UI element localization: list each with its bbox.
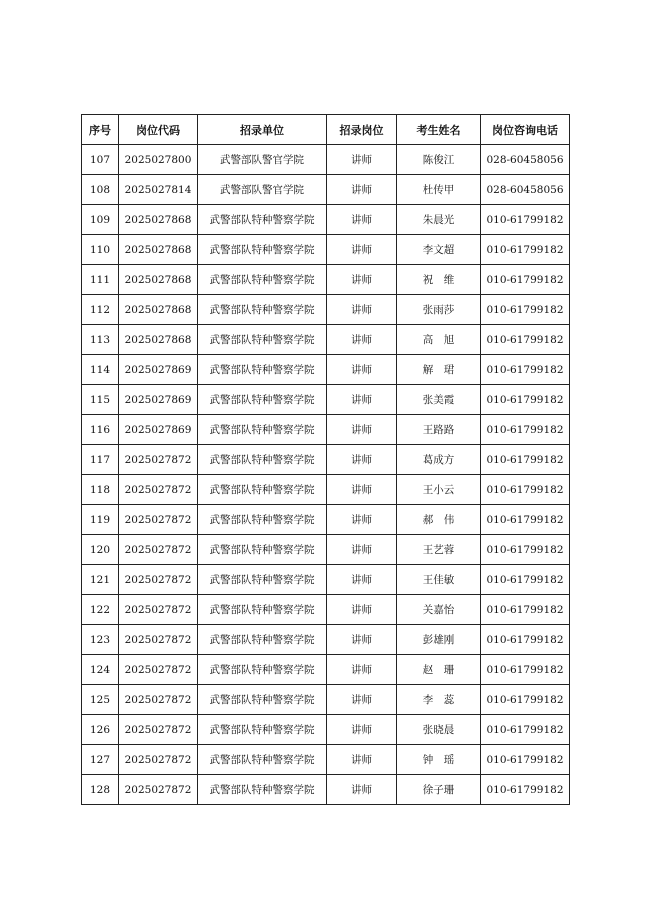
serial-number-cell: 122 bbox=[82, 595, 119, 625]
consult-phone-cell: 010-61799182 bbox=[481, 595, 570, 625]
candidate-name-cell: 彭雄刚 bbox=[397, 625, 481, 655]
table-body bbox=[82, 145, 570, 805]
serial-number-cell: 111 bbox=[82, 265, 119, 295]
consult-phone-cell: 010-61799182 bbox=[481, 475, 570, 505]
recruiting-unit-cell: 武警部队警官学院 bbox=[198, 175, 327, 205]
recruiting-position-cell: 讲师 bbox=[327, 745, 397, 775]
serial-number-cell: 109 bbox=[82, 205, 119, 235]
recruiting-unit-cell: 武警部队特种警察学院 bbox=[198, 505, 327, 535]
position-code-cell: 2025027872 bbox=[119, 535, 198, 565]
header-candidate-name: 考生姓名 bbox=[397, 115, 481, 145]
position-code-cell: 2025027872 bbox=[119, 595, 198, 625]
position-code-cell: 2025027868 bbox=[119, 235, 198, 265]
table-row bbox=[82, 565, 570, 595]
consult-phone-cell: 028-60458056 bbox=[481, 145, 570, 175]
recruiting-unit-cell: 武警部队特种警察学院 bbox=[198, 295, 327, 325]
consult-phone-cell: 010-61799182 bbox=[481, 235, 570, 265]
candidate-name-cell: 王艺蓉 bbox=[397, 535, 481, 565]
candidate-name-cell: 高 旭 bbox=[397, 325, 481, 355]
recruiting-position-cell: 讲师 bbox=[327, 685, 397, 715]
consult-phone-cell: 010-61799182 bbox=[481, 205, 570, 235]
serial-number-cell: 120 bbox=[82, 535, 119, 565]
position-code-cell: 2025027872 bbox=[119, 655, 198, 685]
consult-phone-cell: 010-61799182 bbox=[481, 775, 570, 805]
table-row bbox=[82, 685, 570, 715]
candidate-name-cell: 张雨莎 bbox=[397, 295, 481, 325]
consult-phone-cell: 010-61799182 bbox=[481, 385, 570, 415]
header-position-code: 岗位代码 bbox=[119, 115, 198, 145]
consult-phone-cell: 010-61799182 bbox=[481, 295, 570, 325]
candidate-name-cell: 李 蕊 bbox=[397, 685, 481, 715]
recruiting-position-cell: 讲师 bbox=[327, 235, 397, 265]
candidate-table bbox=[81, 114, 570, 805]
recruiting-unit-cell: 武警部队特种警察学院 bbox=[198, 475, 327, 505]
recruiting-unit-cell: 武警部队特种警察学院 bbox=[198, 415, 327, 445]
candidate-name-cell: 张美霞 bbox=[397, 385, 481, 415]
candidate-name-cell: 陈俊江 bbox=[397, 145, 481, 175]
table-row bbox=[82, 355, 570, 385]
serial-number-cell: 112 bbox=[82, 295, 119, 325]
recruiting-unit-cell: 武警部队特种警察学院 bbox=[198, 775, 327, 805]
serial-number-cell: 114 bbox=[82, 355, 119, 385]
consult-phone-cell: 010-61799182 bbox=[481, 685, 570, 715]
candidate-name-cell: 关嘉怡 bbox=[397, 595, 481, 625]
table-row bbox=[82, 475, 570, 505]
recruiting-unit-cell: 武警部队特种警察学院 bbox=[198, 265, 327, 295]
recruiting-unit-cell: 武警部队特种警察学院 bbox=[198, 385, 327, 415]
table-row bbox=[82, 385, 570, 415]
table-row bbox=[82, 235, 570, 265]
recruiting-position-cell: 讲师 bbox=[327, 355, 397, 385]
table-row bbox=[82, 745, 570, 775]
position-code-cell: 2025027800 bbox=[119, 145, 198, 175]
serial-number-cell: 108 bbox=[82, 175, 119, 205]
serial-number-cell: 115 bbox=[82, 385, 119, 415]
recruiting-unit-cell: 武警部队特种警察学院 bbox=[198, 355, 327, 385]
candidate-name-cell: 王佳敏 bbox=[397, 565, 481, 595]
consult-phone-cell: 010-61799182 bbox=[481, 355, 570, 385]
header-row bbox=[82, 115, 570, 145]
candidate-name-cell: 徐子珊 bbox=[397, 775, 481, 805]
serial-number-cell: 107 bbox=[82, 145, 119, 175]
recruiting-unit-cell: 武警部队特种警察学院 bbox=[198, 715, 327, 745]
table-row bbox=[82, 535, 570, 565]
serial-number-cell: 128 bbox=[82, 775, 119, 805]
candidate-name-cell: 钟 瑶 bbox=[397, 745, 481, 775]
consult-phone-cell: 010-61799182 bbox=[481, 565, 570, 595]
recruiting-unit-cell: 武警部队特种警察学院 bbox=[198, 325, 327, 355]
position-code-cell: 2025027872 bbox=[119, 475, 198, 505]
table-row bbox=[82, 595, 570, 625]
candidate-name-cell: 郝 伟 bbox=[397, 505, 481, 535]
recruiting-position-cell: 讲师 bbox=[327, 295, 397, 325]
recruiting-position-cell: 讲师 bbox=[327, 565, 397, 595]
recruiting-unit-cell: 武警部队警官学院 bbox=[198, 145, 327, 175]
position-code-cell: 2025027869 bbox=[119, 355, 198, 385]
position-code-cell: 2025027868 bbox=[119, 295, 198, 325]
table-row bbox=[82, 775, 570, 805]
position-code-cell: 2025027869 bbox=[119, 385, 198, 415]
consult-phone-cell: 010-61799182 bbox=[481, 505, 570, 535]
candidate-name-cell: 朱晨光 bbox=[397, 205, 481, 235]
candidate-name-cell: 葛成方 bbox=[397, 445, 481, 475]
recruiting-position-cell: 讲师 bbox=[327, 625, 397, 655]
candidate-name-cell: 赵 珊 bbox=[397, 655, 481, 685]
recruiting-position-cell: 讲师 bbox=[327, 175, 397, 205]
position-code-cell: 2025027868 bbox=[119, 205, 198, 235]
consult-phone-cell: 010-61799182 bbox=[481, 415, 570, 445]
recruiting-position-cell: 讲师 bbox=[327, 205, 397, 235]
recruiting-position-cell: 讲师 bbox=[327, 385, 397, 415]
consult-phone-cell: 028-60458056 bbox=[481, 175, 570, 205]
recruiting-unit-cell: 武警部队特种警察学院 bbox=[198, 595, 327, 625]
header-consult-phone: 岗位咨询电话 bbox=[481, 115, 570, 145]
serial-number-cell: 124 bbox=[82, 655, 119, 685]
consult-phone-cell: 010-61799182 bbox=[481, 535, 570, 565]
candidate-name-cell: 张晓晨 bbox=[397, 715, 481, 745]
position-code-cell: 2025027872 bbox=[119, 445, 198, 475]
position-code-cell: 2025027872 bbox=[119, 505, 198, 535]
header-serial-number: 序号 bbox=[82, 115, 119, 145]
header-recruiting-position: 招录岗位 bbox=[327, 115, 397, 145]
recruiting-unit-cell: 武警部队特种警察学院 bbox=[198, 205, 327, 235]
recruiting-unit-cell: 武警部队特种警察学院 bbox=[198, 235, 327, 265]
header-recruiting-unit: 招录单位 bbox=[198, 115, 327, 145]
position-code-cell: 2025027868 bbox=[119, 265, 198, 295]
recruiting-unit-cell: 武警部队特种警察学院 bbox=[198, 655, 327, 685]
position-code-cell: 2025027872 bbox=[119, 745, 198, 775]
table-row bbox=[82, 625, 570, 655]
table-row bbox=[82, 265, 570, 295]
recruiting-unit-cell: 武警部队特种警察学院 bbox=[198, 565, 327, 595]
recruiting-position-cell: 讲师 bbox=[327, 325, 397, 355]
table-row bbox=[82, 205, 570, 235]
consult-phone-cell: 010-61799182 bbox=[481, 625, 570, 655]
table-row bbox=[82, 655, 570, 685]
recruiting-unit-cell: 武警部队特种警察学院 bbox=[198, 535, 327, 565]
position-code-cell: 2025027872 bbox=[119, 685, 198, 715]
recruiting-position-cell: 讲师 bbox=[327, 265, 397, 295]
consult-phone-cell: 010-61799182 bbox=[481, 265, 570, 295]
candidate-name-cell: 李文超 bbox=[397, 235, 481, 265]
candidate-name-cell: 王路路 bbox=[397, 415, 481, 445]
position-code-cell: 2025027869 bbox=[119, 415, 198, 445]
consult-phone-cell: 010-61799182 bbox=[481, 445, 570, 475]
table-row bbox=[82, 445, 570, 475]
serial-number-cell: 110 bbox=[82, 235, 119, 265]
table-header bbox=[82, 115, 570, 145]
recruiting-position-cell: 讲师 bbox=[327, 535, 397, 565]
position-code-cell: 2025027872 bbox=[119, 775, 198, 805]
recruiting-position-cell: 讲师 bbox=[327, 415, 397, 445]
recruiting-position-cell: 讲师 bbox=[327, 445, 397, 475]
candidate-name-cell: 解 珺 bbox=[397, 355, 481, 385]
serial-number-cell: 126 bbox=[82, 715, 119, 745]
recruiting-unit-cell: 武警部队特种警察学院 bbox=[198, 625, 327, 655]
table-row bbox=[82, 325, 570, 355]
table-row bbox=[82, 715, 570, 745]
recruiting-position-cell: 讲师 bbox=[327, 475, 397, 505]
position-code-cell: 2025027868 bbox=[119, 325, 198, 355]
consult-phone-cell: 010-61799182 bbox=[481, 325, 570, 355]
serial-number-cell: 113 bbox=[82, 325, 119, 355]
serial-number-cell: 119 bbox=[82, 505, 119, 535]
position-code-cell: 2025027814 bbox=[119, 175, 198, 205]
candidate-name-cell: 王小云 bbox=[397, 475, 481, 505]
table-row bbox=[82, 175, 570, 205]
consult-phone-cell: 010-61799182 bbox=[481, 715, 570, 745]
serial-number-cell: 125 bbox=[82, 685, 119, 715]
recruiting-position-cell: 讲师 bbox=[327, 715, 397, 745]
serial-number-cell: 123 bbox=[82, 625, 119, 655]
recruiting-position-cell: 讲师 bbox=[327, 145, 397, 175]
serial-number-cell: 121 bbox=[82, 565, 119, 595]
recruiting-position-cell: 讲师 bbox=[327, 775, 397, 805]
position-code-cell: 2025027872 bbox=[119, 565, 198, 595]
recruiting-position-cell: 讲师 bbox=[327, 505, 397, 535]
serial-number-cell: 117 bbox=[82, 445, 119, 475]
consult-phone-cell: 010-61799182 bbox=[481, 655, 570, 685]
recruiting-unit-cell: 武警部队特种警察学院 bbox=[198, 745, 327, 775]
serial-number-cell: 116 bbox=[82, 415, 119, 445]
position-code-cell: 2025027872 bbox=[119, 715, 198, 745]
candidate-name-cell: 杜传甲 bbox=[397, 175, 481, 205]
serial-number-cell: 118 bbox=[82, 475, 119, 505]
candidate-name-cell: 祝 维 bbox=[397, 265, 481, 295]
table-row bbox=[82, 145, 570, 175]
recruiting-unit-cell: 武警部队特种警察学院 bbox=[198, 685, 327, 715]
table-row bbox=[82, 415, 570, 445]
table-row bbox=[82, 505, 570, 535]
recruiting-position-cell: 讲师 bbox=[327, 595, 397, 625]
serial-number-cell: 127 bbox=[82, 745, 119, 775]
position-code-cell: 2025027872 bbox=[119, 625, 198, 655]
consult-phone-cell: 010-61799182 bbox=[481, 745, 570, 775]
recruiting-position-cell: 讲师 bbox=[327, 655, 397, 685]
table-row bbox=[82, 295, 570, 325]
recruiting-unit-cell: 武警部队特种警察学院 bbox=[198, 445, 327, 475]
